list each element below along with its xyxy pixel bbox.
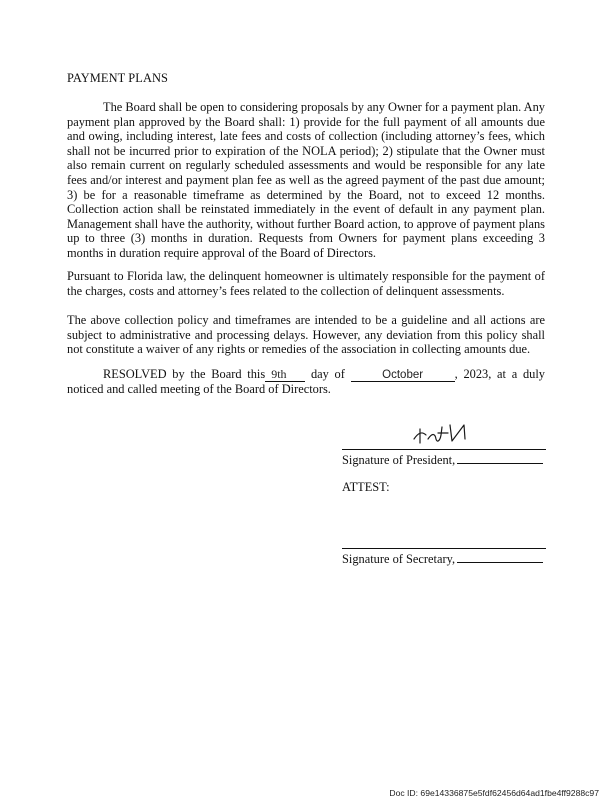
president-signature-block xyxy=(342,418,546,468)
document-id: Doc ID: 69e14336875e5fdf62456d64ad1fbe4ff9288c97 xyxy=(389,788,599,798)
secretary-signature-block xyxy=(342,518,546,567)
secretary-name-blank xyxy=(457,552,543,563)
secretary-signature-line xyxy=(342,547,546,549)
month-field: October xyxy=(351,370,455,382)
payment-plan-text: The Board shall be open to considering proposals by any Owner for a payment plan. Any payment plan approved by the Board shall: 1) provide for the full payment of all amounts due and owing, including interest, late fees and costs of collection (including attorney’s fees, which shall not be incurred prior to expiration of the NOLA period); 2) stipulate that the Owner must also remain current on regularly scheduled assessments and would be responsible for any late fees and/or interest and payment plan fee as well as the agreed payment of the past due amount; 3) be for a reasonable timeframe as determined by the Board, not to exceed 12 months. Collection action shall be reinstated immediately in the event of default in any payment plan. Management shall have the authority, without further Board action, to approve of payment plans up to three (3) months in duration. Requests from Owners for payment plans exceeding 3 months in duration require approval of the Board of Directors. xyxy=(67,100,545,260)
day-value: 9th xyxy=(271,367,287,381)
resolved-between: day of xyxy=(310,367,345,381)
resolved-suffix: , 2023, at a duly noticed and called meeting of the Board of Directors. xyxy=(67,367,545,396)
president-signature-line xyxy=(342,448,546,450)
payment-plan-paragraph xyxy=(67,100,545,261)
president-name-blank xyxy=(457,453,543,464)
day-field xyxy=(265,367,305,382)
florida-law-paragraph: Pursuant to Florida law, the delinquent homeowner is ultimately responsible for the payment of the charges, costs and attorney’s fees related to the collection of delinquent assessments. xyxy=(67,269,545,298)
president-signature-label: Signature of President, xyxy=(342,453,456,467)
section-heading: PAYMENT PLANS xyxy=(67,71,169,85)
secretary-signature-label: Signature of Secretary, xyxy=(342,552,456,566)
guideline-paragraph: The above collection policy and timeframes are intended to be a guideline and all actions are subject to administrative and processing delays. However, any deviation from this policy shall not constitute a waiver of any rights or remedies of the association in collecting amounts due. xyxy=(67,313,545,357)
resolved-prefix: RESOLVED by the Board this xyxy=(103,367,266,381)
attest-label: ATTEST: xyxy=(342,480,390,494)
resolution-paragraph xyxy=(67,367,545,397)
